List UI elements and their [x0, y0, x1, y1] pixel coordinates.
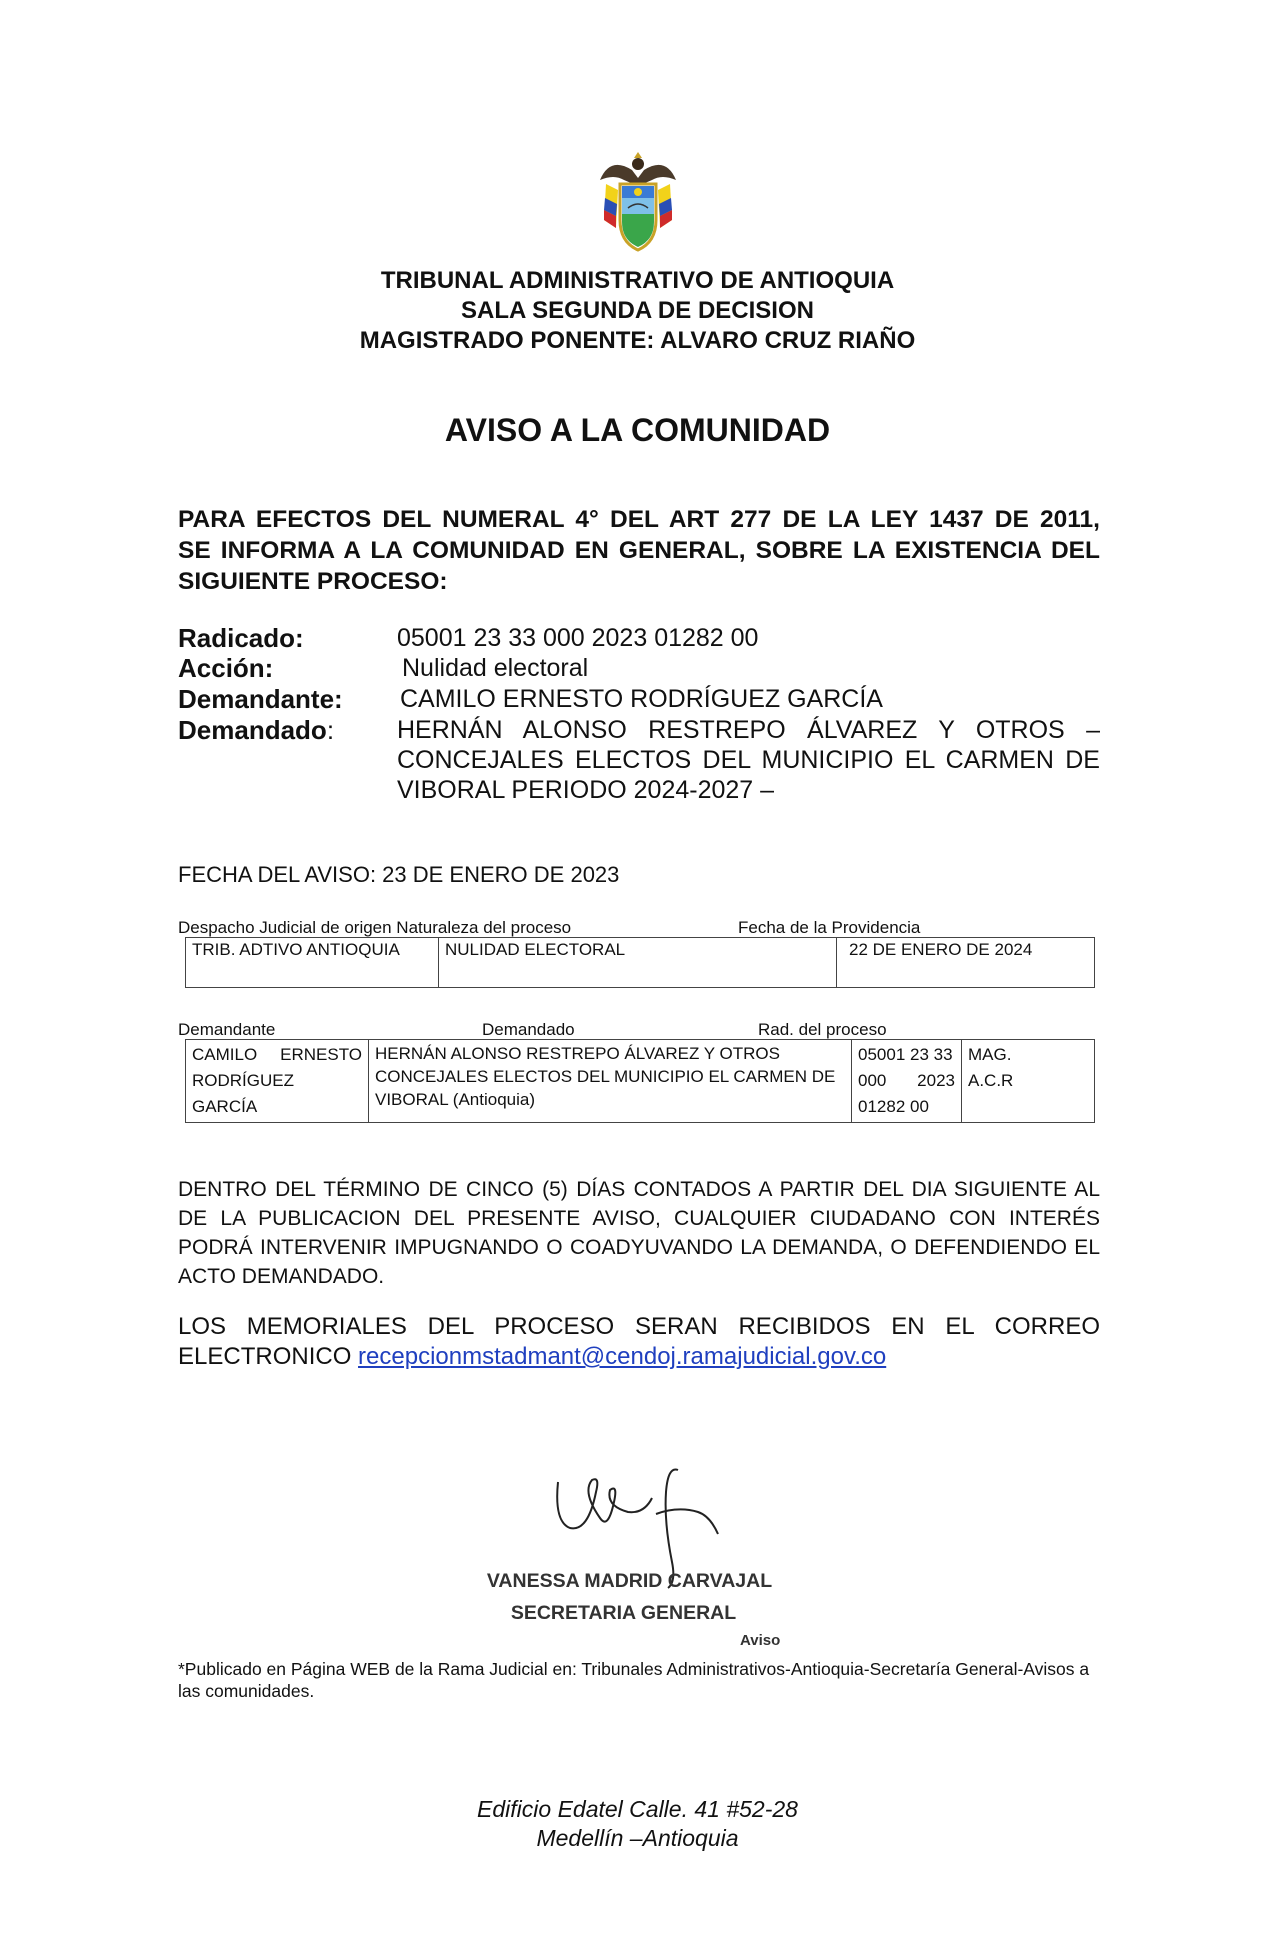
- fecha-aviso: FECHA DEL AVISO: 23 DE ENERO DE 2023: [178, 862, 620, 887]
- signatory-role: SECRETARIA GENERAL: [510, 1602, 737, 1624]
- publication-note: *Publicado en Página WEB de la Rama Judicial en: Tribunales Administrativos-Antioquia-Secretaría General-Avisos a las comunidades.: [178, 1659, 1090, 1701]
- demandado-label-text: Demandado: [178, 715, 327, 745]
- email-link[interactable]: recepcionmstadmant@cendoj.ramajudicial.gov.co: [358, 1343, 887, 1370]
- signature-tag: Aviso: [740, 1632, 781, 1649]
- memorials-prefix: ELECTRONICO: [178, 1343, 359, 1370]
- table-cell-text: GARCÍA: [192, 1097, 258, 1116]
- table-cell: NULIDAD ELECTORAL: [439, 938, 837, 988]
- table2-header-demandante: Demandante: [178, 1020, 276, 1039]
- intro-line: SIGUIENTE PROCESO:: [178, 568, 448, 595]
- table-cell-text: MAG.: [968, 1045, 1012, 1064]
- table-cell-rad: [852, 1040, 962, 1123]
- footer-address: Edificio Edatel Calle. 41 #52-28: [477, 1796, 798, 1822]
- intro-paragraph: [178, 504, 1100, 597]
- table1-header-right: Fecha de la Providencia: [738, 918, 921, 937]
- table-cell-demandado: HERNÁN ALONSO RESTREPO ÁLVAREZ Y OTROS CONCEJALES ELECTOS DEL MUNICIPIO EL CARMEN DE VIBORAL (Antioquia): [369, 1040, 852, 1123]
- table-cell-text: ERNESTO: [280, 1045, 362, 1064]
- memorials-paragraph: [178, 1312, 1100, 1372]
- term-paragraph: DENTRO DEL TÉRMINO DE CINCO (5) DÍAS CONTADOS A PARTIR DEL DIA SIGUIENTE AL DE LA PUBLICACION DEL PRESENTE AVISO, CUALQUIER CIUDADANO CON INTERÉS PODRÁ INTERVENIR IMPUGNANDO O COADYUVANDO LA DEMANDA, O DEFENDIENDO EL ACTO DEMANDADO.: [178, 1178, 1100, 1288]
- footer-city: Medellín –Antioquia: [536, 1825, 739, 1851]
- table-cell-text: A.C.R: [968, 1071, 1014, 1090]
- table-cell: TRIB. ADTIVO ANTIOQUIA: [186, 938, 439, 988]
- table2-header-demandado: Demandado: [482, 1020, 575, 1039]
- table2-header-rad: Rad. del proceso: [758, 1020, 887, 1039]
- demandante-label: Demandante:: [178, 684, 343, 714]
- demandado-value: HERNÁN ALONSO RESTREPO ÁLVAREZ Y OTROS – CONCEJALES ELECTOS DEL MUNICIPIO EL CARMEN DE VIBORAL PERIODO 2024-2027 –: [397, 716, 1100, 804]
- table-cell: 22 DE ENERO DE 2024: [837, 938, 1095, 988]
- demandante-value: CAMILO ERNESTO RODRÍGUEZ GARCÍA: [400, 685, 883, 713]
- table-cell-mag: [962, 1040, 1095, 1123]
- table-cell-text: 2023: [917, 1071, 955, 1090]
- accion-value: Nulidad electoral: [402, 654, 589, 682]
- table-cell-text: 000: [858, 1071, 887, 1090]
- intro-line: SE INFORMA A LA COMUNIDAD EN GENERAL, SOBRE LA EXISTENCIA DEL: [178, 537, 1100, 564]
- table-cell-text: RODRÍGUEZ: [192, 1071, 294, 1090]
- accion-label: Acción:: [178, 653, 274, 683]
- table-process-origin: [185, 937, 1095, 988]
- intro-line: PARA EFECTOS DEL NUMERAL 4° DEL ART 277 DE LA LEY 1437 DE 2011,: [178, 506, 1100, 533]
- memorials-line: LOS MEMORIALES DEL PROCESO SERAN RECIBIDOS EN EL CORREO: [178, 1313, 1100, 1340]
- radicado-label: Radicado:: [178, 623, 304, 653]
- table-cell-text: CAMILO: [192, 1045, 258, 1064]
- header-line-chamber: SALA SEGUNDA DE DECISION: [461, 297, 814, 324]
- demandado-label: [178, 715, 334, 746]
- table-row: [186, 938, 1095, 988]
- demandado-colon: :: [326, 715, 335, 745]
- table-process-parties: [185, 1039, 1095, 1123]
- table-cell-text: 05001 23 33: [858, 1045, 953, 1064]
- header-line-court: TRIBUNAL ADMINISTRATIVO DE ANTIOQUIA: [380, 267, 895, 294]
- coat-of-arms-icon: [596, 150, 680, 254]
- radicado-value: 05001 23 33 000 2023 01282 00: [397, 624, 759, 652]
- table-cell-demandante: [186, 1040, 369, 1123]
- header-line-magistrate: MAGISTRADO PONENTE: ALVARO CRUZ RIAÑO: [359, 327, 916, 354]
- table1-header-left: Despacho Judicial de origen Naturaleza del proceso: [178, 918, 572, 937]
- table-cell-text: 01282 00: [858, 1097, 929, 1116]
- signatory-name: VANESSA MADRID CARVAJAL: [486, 1570, 773, 1592]
- page-title: AVISO A LA COMUNIDAD: [444, 412, 831, 448]
- table-row: [186, 1040, 1095, 1123]
